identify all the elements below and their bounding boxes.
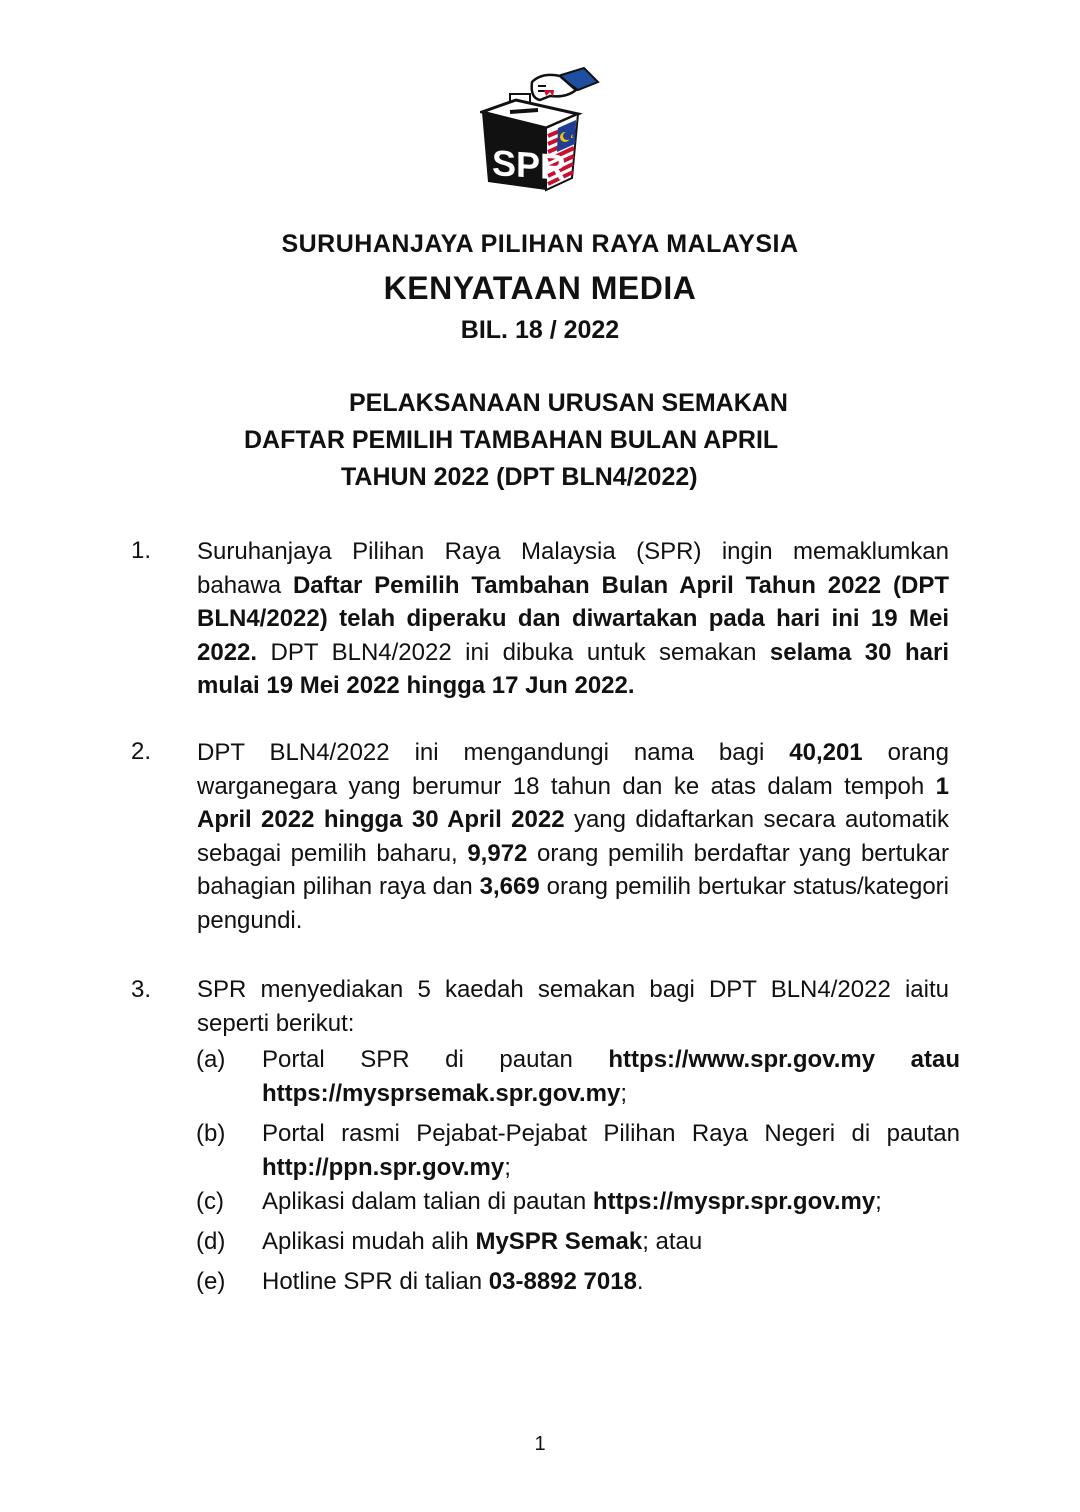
list-item-a xyxy=(262,1043,960,1110)
list-item-d xyxy=(262,1225,960,1259)
paragraph-text: orang pemilih bertukar status/kategori pengundi. xyxy=(197,873,949,934)
list-item-link[interactable]: https://myspr.spr.gov.my xyxy=(592,1188,876,1215)
spr-logo xyxy=(480,66,602,192)
paragraph-1 xyxy=(197,535,949,703)
list-item-text: ; xyxy=(504,1153,511,1181)
list-item-phone: 03-8892 7018 xyxy=(488,1268,637,1295)
paragraph-number: 1. xyxy=(131,537,152,564)
subject-line-1: PELAKSANAAN URUSAN SEMAKAN xyxy=(349,389,788,417)
document-number: BIL. 18 / 2022 xyxy=(460,316,620,344)
paragraph-text: orang pemilih berdaftar yang bertukar bahagian pilihan raya dan xyxy=(197,839,949,900)
paragraph-text: DPT BLN4/2022 ini dibuka untuk semakan xyxy=(257,638,770,666)
paragraph-bold: 3,669 xyxy=(479,873,540,900)
list-item-text: Aplikasi mudah alih xyxy=(262,1228,476,1255)
subject-line-2: DAFTAR PEMILIH TAMBAHAN BULAN APRIL xyxy=(244,426,779,454)
list-item-text: Portal SPR di pautan xyxy=(262,1046,609,1073)
paragraph-bold: 1 April 2022 hingga 30 April 2022 xyxy=(197,772,949,833)
list-item-e xyxy=(262,1265,960,1299)
paragraph-text: SPR menyediakan 5 kaedah semakan bagi DPT BLN4/2022 iaitu seperti berikut: xyxy=(197,976,949,1037)
list-item-text: Hotline SPR di talian xyxy=(262,1268,489,1295)
list-item-text: . xyxy=(636,1268,644,1295)
list-item-text: ; atau xyxy=(642,1228,703,1255)
subject-line-3: TAHUN 2022 (DPT BLN4/2022) xyxy=(341,463,698,491)
paragraph-bold: selama 30 hari mulai 19 Mei 2022 hingga 17 Jun 2022. xyxy=(197,638,949,699)
paragraph-number: 2. xyxy=(131,738,152,765)
paragraph-2 xyxy=(197,736,949,937)
list-item-text: Aplikasi dalam talian di pautan xyxy=(262,1188,593,1215)
paragraph-text: yang didaftarkan secara automatik sebagai pemilih baharu, xyxy=(197,806,949,867)
paragraph-bold: 9,972 xyxy=(467,839,528,867)
list-item-link[interactable]: http://ppn.spr.gov.my xyxy=(262,1153,505,1181)
list-item-b xyxy=(262,1117,960,1184)
list-item-label: (c) xyxy=(196,1188,224,1215)
paragraph-3 xyxy=(197,973,949,1040)
list-item-link[interactable]: https://www.spr.gov.my atau https://mysprsemak.spr.gov.my xyxy=(262,1046,960,1107)
list-item-text: ; xyxy=(875,1188,882,1215)
page-number: 1 xyxy=(534,1433,546,1455)
paragraph-bold: Daftar Pemilih Tambahan Bulan April Tahun 2022 (DPT BLN4/2022) telah diperaku dan diwartakan pada hari ini 19 Mei 2022. xyxy=(197,571,949,666)
list-item-text: ; xyxy=(620,1079,628,1107)
list-item-label: (e) xyxy=(196,1268,226,1295)
document-title: KENYATAAN MEDIA xyxy=(383,270,697,306)
list-item-label: (b) xyxy=(196,1120,226,1147)
paragraph-number: 3. xyxy=(131,976,152,1003)
list-item-label: (a) xyxy=(196,1046,226,1073)
list-item-app: MySPR Semak xyxy=(475,1228,643,1255)
logo-text: SPR xyxy=(492,141,567,189)
list-item-label: (d) xyxy=(196,1228,226,1255)
list-item-text: Portal rasmi Pejabat-Pejabat Pilihan Raya Negeri di pautan xyxy=(262,1120,960,1147)
organization-name: SURUHANJAYA PILIHAN RAYA MALAYSIA xyxy=(281,230,799,258)
paragraph-text: DPT BLN4/2022 ini mengandungi nama bagi xyxy=(197,739,790,766)
paragraph-text: orang warganegara yang berumur 18 tahun dan ke atas dalam tempoh xyxy=(197,739,949,800)
paragraph-text: Suruhanjaya Pilihan Raya Malaysia (SPR) ingin memaklumkan bahawa xyxy=(197,538,949,599)
list-item-c xyxy=(262,1185,960,1219)
paragraph-bold: 40,201 xyxy=(789,739,863,766)
